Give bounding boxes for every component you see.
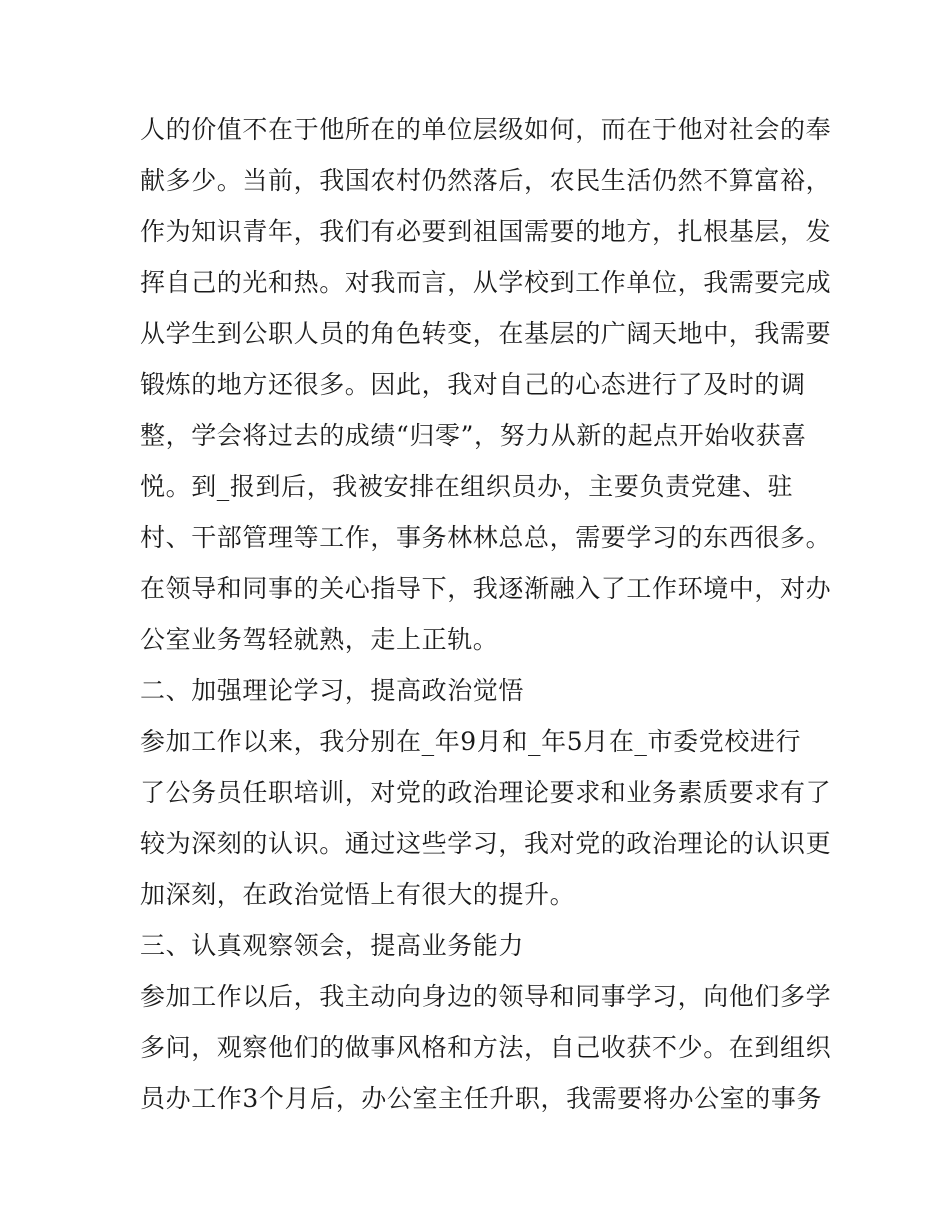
text-line: 在领导和同事的关心指导下，我逐渐融入了工作环境中，对办	[140, 574, 832, 603]
text-line: 作为知识青年，我们有必要到祖国需要的地方，扎根基层，发	[140, 217, 832, 246]
text-line: 了公务员任职培训，对党的政治理论要求和业务素质要求有了	[140, 778, 832, 807]
text-line: 从学生到公职人员的角色转变，在基层的广阔天地中，我需要	[140, 319, 832, 348]
text-line: 献多少。当前，我国农村仍然落后，农民生活仍然不算富裕，	[140, 166, 832, 195]
text-line: 锻炼的地方还很多。因此，我对自己的心态进行了及时的调	[140, 370, 806, 399]
section-heading: 二、加强理论学习，提高政治觉悟	[140, 676, 525, 705]
text-line: 人的价值不在于他所在的单位层级如何，而在于他对社会的奉	[140, 115, 832, 144]
text-line: 加深刻，在政治觉悟上有很大的提升。	[140, 880, 576, 909]
text-line: 参加工作以来，我分别在_年9月和_年5月在_市委党校进行	[140, 727, 802, 756]
text-line: 多问，观察他们的做事风格和方法，自己收获不少。在到组织	[140, 1033, 832, 1062]
document-body	[140, 104, 832, 1124]
text-line: 较为深刻的认识。通过这些学习，我对党的政治理论的认识更	[140, 829, 832, 858]
text-line: 悦。到_报到后，我被安排在组织员办，主要负责党建、驻	[140, 472, 794, 501]
text-line: 参加工作以后，我主动向身边的领导和同事学习，向他们多学	[140, 982, 832, 1011]
text-line: 挥自己的光和热。对我而言，从学校到工作单位，我需要完成	[140, 268, 832, 297]
text-line: 村、干部管理等工作，事务林林总总，需要学习的东西很多。	[140, 523, 832, 552]
section-heading: 三、认真观察领会，提高业务能力	[140, 931, 525, 960]
text-line: 公室业务驾轻就熟，走上正轨。	[140, 625, 499, 654]
text-line: 整，学会将过去的成绩“归零”，努力从新的起点开始收获喜	[140, 421, 807, 450]
text-line: 员办工作3个月后，办公室主任升职，我需要将办公室的事务	[140, 1084, 823, 1113]
